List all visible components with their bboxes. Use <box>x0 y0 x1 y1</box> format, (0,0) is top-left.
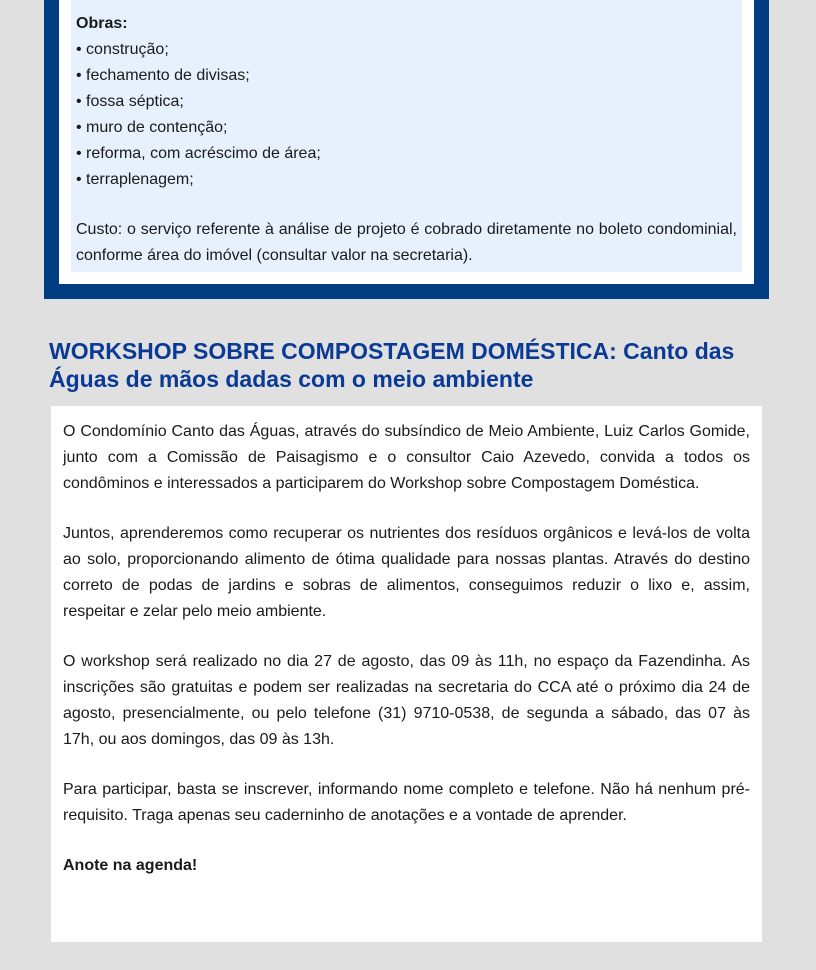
obras-title: Obras: <box>76 15 128 32</box>
obras-info-content <box>71 0 742 272</box>
list-item: • terraplenagem; <box>76 171 194 188</box>
list-item: • fossa séptica; <box>76 93 184 110</box>
workshop-title: WORKSHOP SOBRE COMPOSTAGEM DOMÉSTICA: Canto das Águas de mãos dadas com o meio ambiente <box>49 338 735 392</box>
obras-info-box <box>44 0 769 299</box>
obras-info-box-border <box>59 0 754 284</box>
list-item: • fechamento de divisas; <box>76 67 250 84</box>
agenda-note: Anote na agenda! <box>63 857 198 874</box>
list-item: • reforma, com acréscimo de área; <box>76 145 321 162</box>
workshop-article <box>51 406 762 942</box>
article-paragraph: O Condomínio Canto das Águas, através do subsíndico de Meio Ambiente, Luiz Carlos Gomide, junto com a Comissão de Paisagismo e o consultor Caio Azevedo, convida a todos os condôminos e interessados a participarem do Workshop sobre Compostagem Doméstica. <box>63 423 750 492</box>
list-item: • construção; <box>76 41 169 58</box>
article-paragraph: Para participar, basta se inscrever, informando nome completo e telefone. Não há nenhum pré-requisito. Traga apenas seu caderninho de anotações e a vontade de aprender. <box>63 781 750 824</box>
obras-list <box>76 37 737 193</box>
article-paragraph: Juntos, aprenderemos como recuperar os nutrientes dos resíduos orgânicos e levá-los de volta ao solo, proporcionando alimento de ótima qualidade para nossas plantas. Através do destino correto de podas de jardins e sobras de alimentos, conseguimos reduzir o lixo e, assim, respeitar e zelar pelo meio ambiente. <box>63 525 750 620</box>
list-item: • muro de contenção; <box>76 119 228 136</box>
article-paragraph: O workshop será realizado no dia 27 de agosto, das 09 às 11h, no espaço da Fazendinha. As inscrições são gratuitas e podem ser realizadas na secretaria do CCA até o próximo dia 24 de agosto, presencialmente, ou pelo telefone (31) 9710-0538, de segunda a sábado, das 07 às 17h, ou aos domingos, das 09 às 13h. <box>63 653 750 748</box>
custo-text: Custo: o serviço referente à análise de projeto é cobrado diretamente no boleto condominial, conforme área do imóvel (consultar valor na secretaria). <box>76 221 737 264</box>
